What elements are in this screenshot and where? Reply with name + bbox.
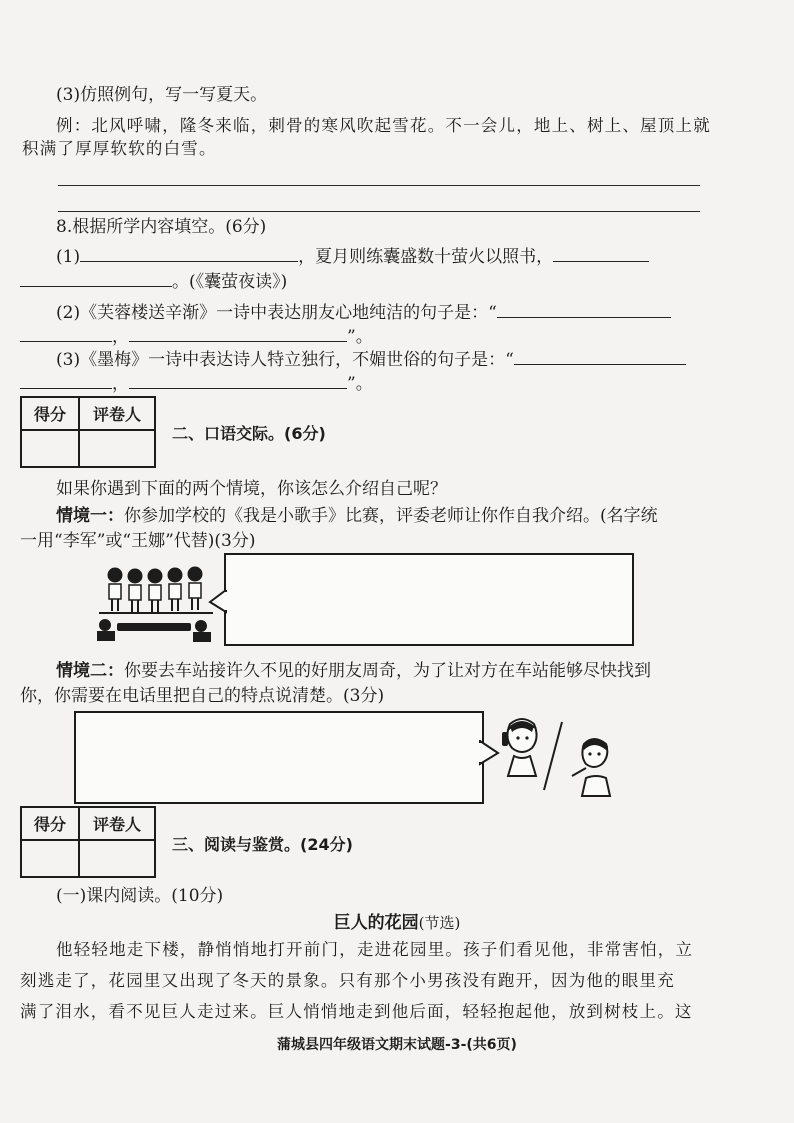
q7-3-example-line1: 例：北风呼啸，隆冬来临，刺骨的寒风吹起雪花。不一会儿，地上、树上、屋顶上就 — [56, 116, 711, 135]
answer-line-1[interactable] — [58, 185, 700, 186]
q8-title: 8.根据所学内容填空。(6分) — [56, 217, 267, 237]
q8-item2-prompt: (2)《芙蓉楼送辛渐》一诗中表达朋友心地纯洁的句子是：“ — [56, 303, 497, 323]
score-cell[interactable] — [21, 840, 79, 877]
scenario2-line1 — [56, 660, 651, 682]
scenario1-answer-box[interactable] — [224, 553, 634, 646]
blank-8[interactable] — [20, 372, 112, 389]
passage-title: 巨人的花园 — [333, 913, 419, 933]
q8-item1-line1 — [56, 245, 649, 268]
grader-label: 评卷人 — [79, 397, 155, 430]
blank-6[interactable] — [129, 325, 347, 342]
section2-intro: 如果你遇到下面的两个情境，你该怎么介绍自己呢？ — [56, 479, 447, 499]
singers-illustration — [95, 563, 217, 643]
scenario2-text2: 你，你需要在电话里把自己的特点说清楚。(3分) — [20, 686, 385, 706]
passage-line1: 他轻轻地走下楼，静悄悄地打开前门，走进花园里。孩子们看见他，非常害怕，立 — [56, 940, 694, 959]
scenario2-answer-box[interactable] — [74, 711, 484, 804]
q8-item3-answer-line — [20, 372, 373, 395]
scenario1-text2: 一用“李军”或“王娜”代替)(3分) — [20, 531, 256, 551]
q8-item1-source: 。(《囊萤夜读》) — [172, 272, 288, 292]
q8-item3-end: ”。 — [347, 374, 373, 394]
passage-note: (节选) — [418, 914, 461, 932]
blank-1[interactable] — [80, 245, 298, 262]
score-table-1 — [20, 396, 156, 468]
q7-3-example-line2: 积满了厚厚软软的白雪。 — [22, 139, 217, 158]
passage-title-line — [0, 912, 794, 934]
page-footer: 蒲城县四年级语文期末试题-3-(共6页) — [277, 1037, 517, 1053]
grader-cell[interactable] — [79, 430, 155, 467]
grader-label: 评卷人 — [79, 807, 155, 840]
answer-line-2[interactable] — [58, 211, 700, 212]
q8-item1-line2 — [20, 270, 287, 293]
blank-2[interactable] — [553, 245, 649, 262]
passage-line2: 刻逃走了，花园里又出现了冬天的景象。只有那个小男孩没有跑开，因为他的眼里充 — [20, 971, 675, 990]
blank-3[interactable] — [20, 270, 172, 287]
section2-title: 二、口语交际。(6分) — [172, 424, 326, 443]
q8-item2-comma: ， — [112, 327, 129, 347]
q8-item2-end: ”。 — [347, 327, 373, 347]
score-label: 得分 — [21, 397, 79, 430]
scenario1-line1 — [56, 505, 658, 527]
blank-7[interactable] — [514, 348, 686, 365]
score-table-2 — [20, 806, 156, 878]
blank-5[interactable] — [20, 325, 112, 342]
q8-item2-prompt-line — [56, 301, 671, 324]
q8-item1-mid: ，夏月则练囊盛数十萤火以照书， — [298, 247, 554, 267]
scenario2-label: 情境二： — [56, 661, 124, 681]
speech-pointer — [208, 590, 228, 614]
q8-item3-comma: ， — [112, 374, 129, 394]
q8-item2-answer-line — [20, 325, 373, 348]
section3-sub1: (一)课内阅读。(10分) — [56, 886, 224, 906]
scenario2-text1: 你要去车站接许久不见的好朋友周奇，为了让对方在车站能够尽快找到 — [124, 661, 651, 681]
q8-item3-prompt: (3)《墨梅》一诗中表达诗人特立独行，不媚世俗的句子是：“ — [56, 350, 514, 370]
q8-item3-prompt-line — [56, 348, 686, 371]
score-cell[interactable] — [21, 430, 79, 467]
scenario1-text1: 你参加学校的《我是小歌手》比赛，评委老师让你作自我介绍。(名字统 — [124, 506, 658, 526]
passage-line3: 满了泪水，看不见巨人走过来。巨人悄悄地走到他后面，轻轻抱起他，放到树枝上。这 — [20, 1002, 693, 1021]
phone-call-illustration — [496, 716, 626, 798]
scenario1-label: 情境一： — [56, 506, 124, 526]
grader-cell[interactable] — [79, 840, 155, 877]
blank-4[interactable] — [497, 301, 671, 318]
section3-title: 三、阅读与鉴赏。(24分) — [172, 835, 353, 854]
score-label: 得分 — [21, 807, 79, 840]
q8-item1-label: (1) — [56, 247, 81, 267]
q7-3-prompt: (3)仿照例句，写一写夏天。 — [56, 85, 268, 105]
blank-9[interactable] — [129, 372, 347, 389]
